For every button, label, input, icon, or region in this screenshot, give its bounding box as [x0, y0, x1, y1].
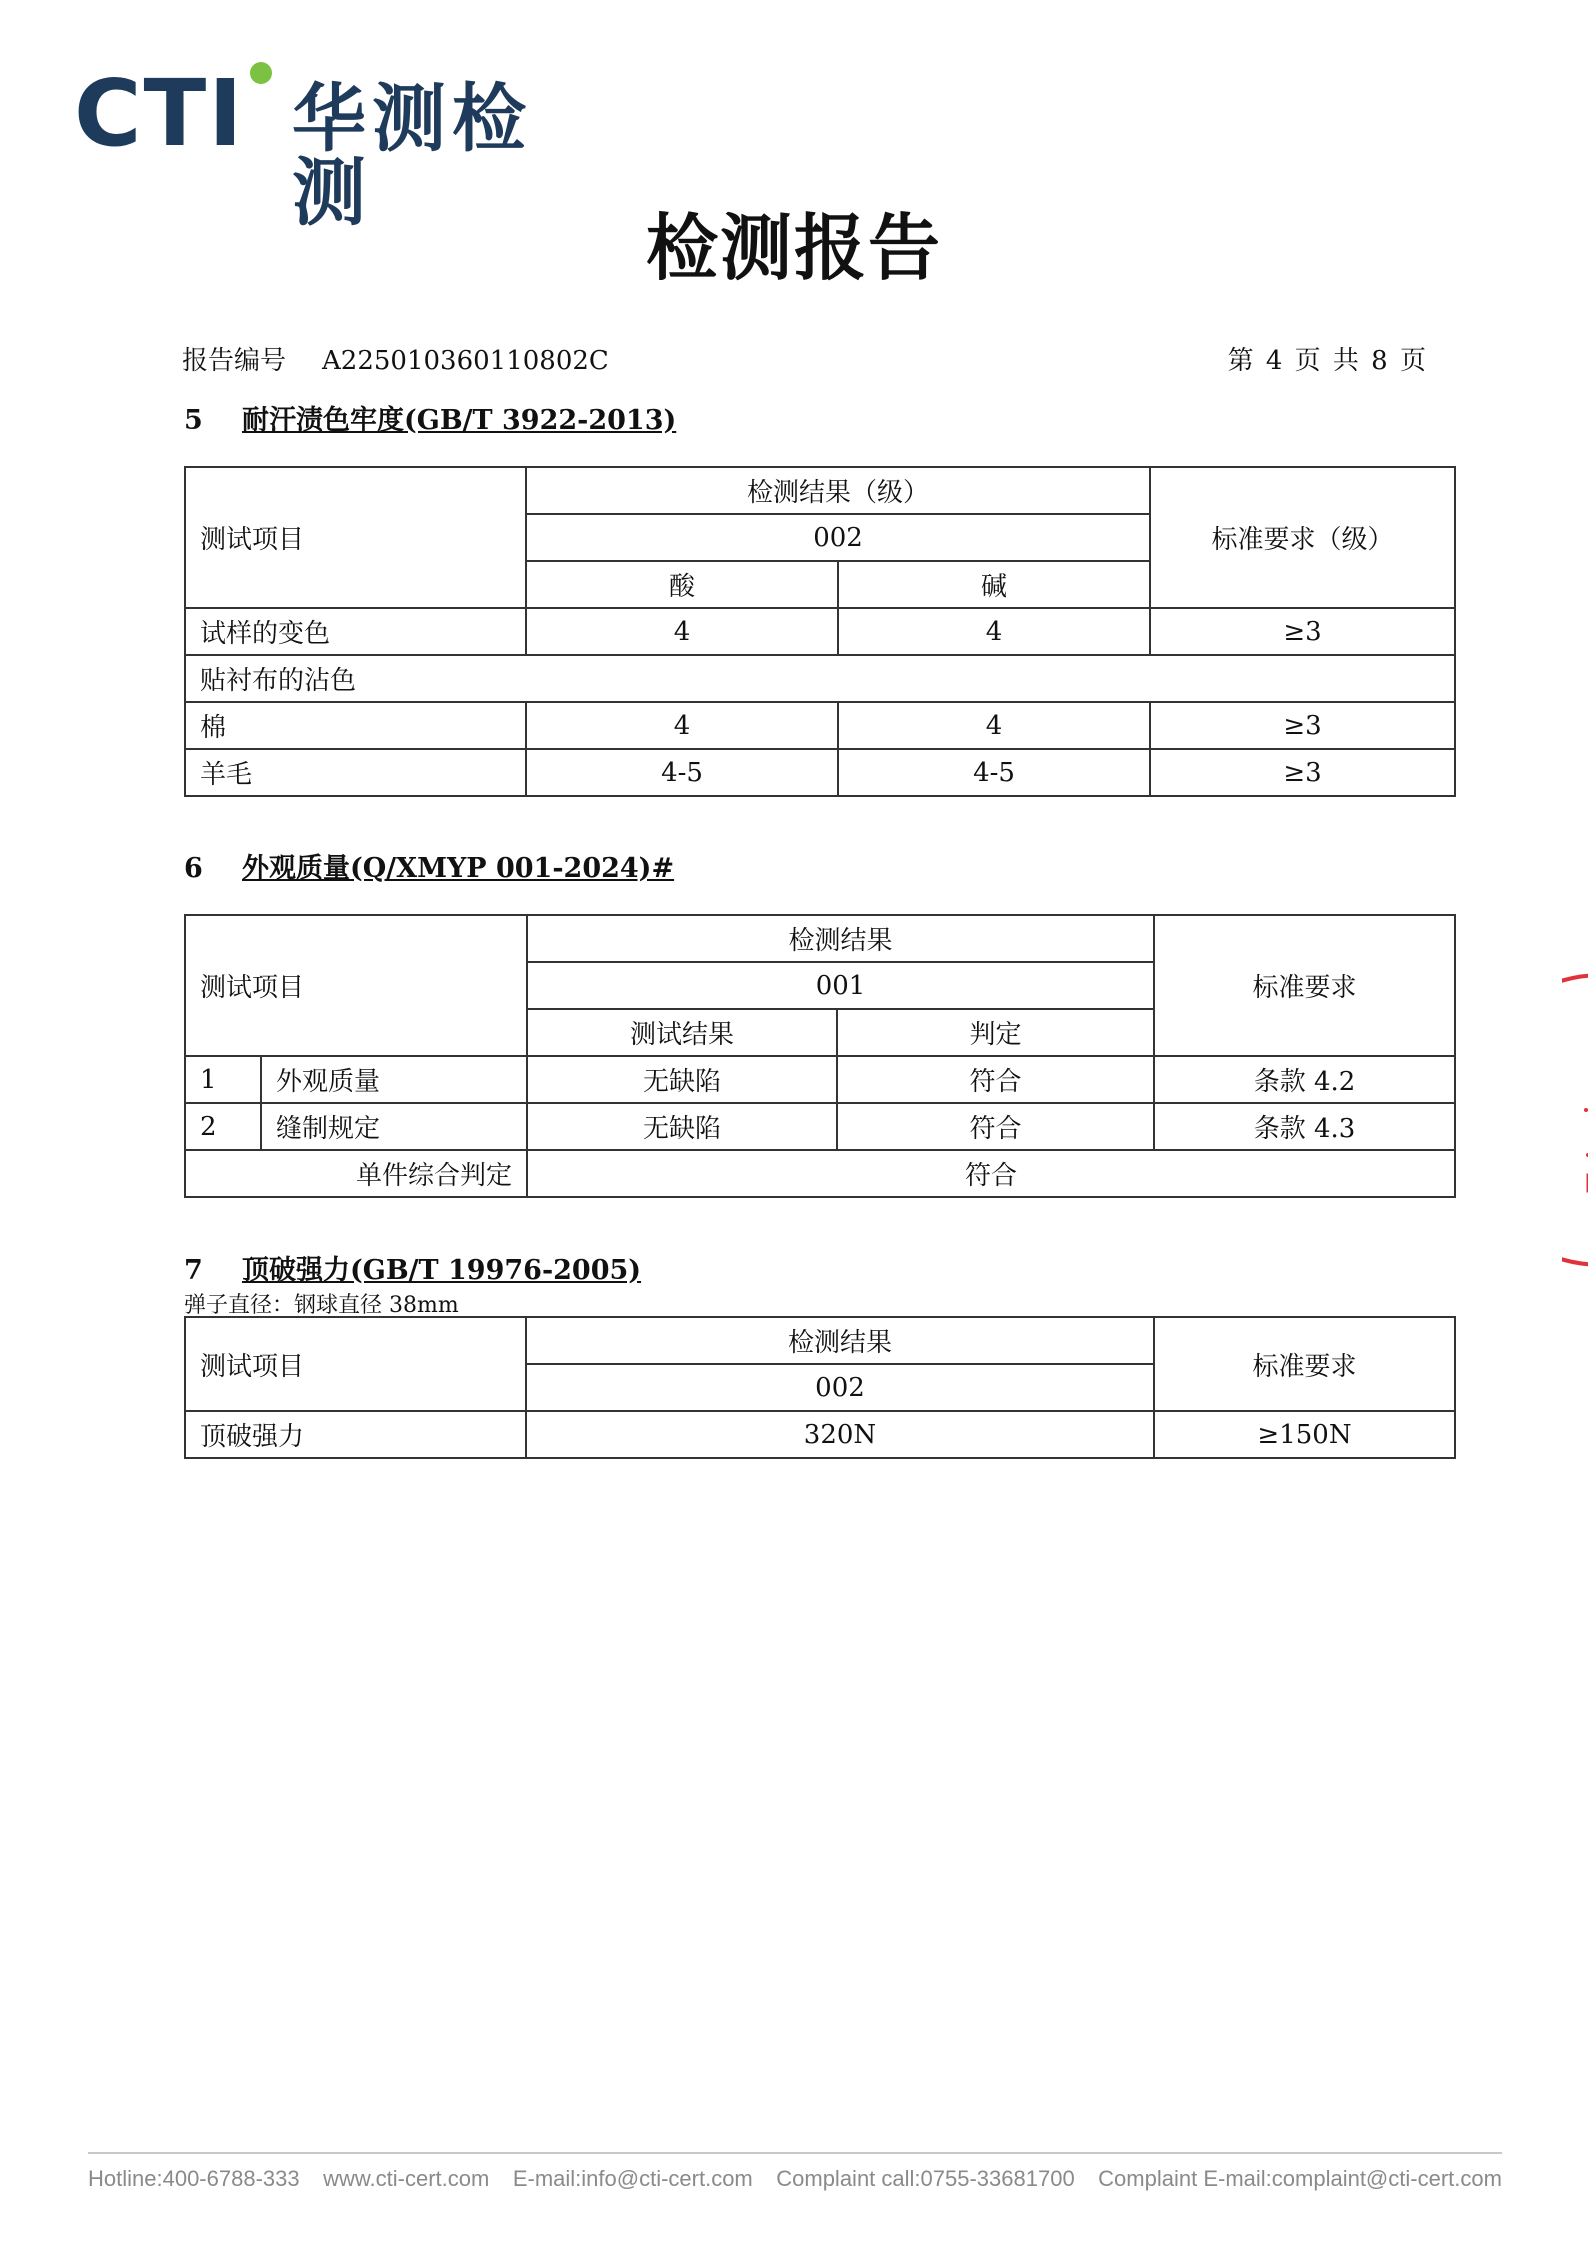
- header-sample-id: 002: [526, 514, 1150, 561]
- footer-complaint-call: Complaint call:0755-33681700: [776, 2166, 1075, 2191]
- acid-value: 4: [526, 608, 838, 655]
- footer: [88, 2166, 1502, 2192]
- footer-website: www.cti-cert.com: [323, 2166, 490, 2191]
- table-row: [185, 1056, 1455, 1103]
- table-header-row: [185, 1317, 1455, 1364]
- section-7-note: 弹子直径：钢球直径 38mm: [184, 1293, 459, 1318]
- overall-judgement-value: 符合: [527, 1150, 1455, 1197]
- footer-complaint-email: Complaint E-mail:complaint@cti-cert.com: [1098, 2166, 1502, 2191]
- header-test-result: 检测结果: [527, 915, 1154, 962]
- judgement-value: 符合: [837, 1056, 1154, 1103]
- logo-dot-icon: [250, 62, 272, 84]
- page-indicator: 第 4 页 共 8 页: [1227, 346, 1428, 376]
- alkali-value: 4-5: [838, 749, 1150, 796]
- logo-cn-name: 华测检测: [292, 76, 532, 236]
- report-number-label: 报告编号: [182, 346, 287, 376]
- result-value: 无缺陷: [527, 1056, 837, 1103]
- section-number: 7: [184, 1255, 203, 1286]
- section-title: 顶破强力(GB/T 19976-2005): [242, 1255, 642, 1286]
- section-5-heading: [184, 398, 676, 437]
- row-number: 2: [185, 1103, 261, 1150]
- table-row: [185, 1411, 1455, 1458]
- header-judgement: 判定: [837, 1009, 1154, 1056]
- row-name: 试样的变色: [185, 608, 526, 655]
- header-standard: 标准要求: [1154, 915, 1455, 1056]
- section-title: 外观质量(Q/XMYP 001-2024)#: [242, 853, 675, 884]
- row-name: 棉: [185, 702, 526, 749]
- header-sample-id: 002: [526, 1364, 1154, 1411]
- logo-brand: CTI: [74, 60, 245, 167]
- header-test-result: 检测结果（级）: [526, 467, 1150, 514]
- table-header-row: [185, 915, 1455, 962]
- result-value: 无缺陷: [527, 1103, 837, 1150]
- header-test-item: 测试项目: [185, 467, 526, 608]
- footer-email: E-mail:info@cti-cert.com: [512, 2166, 753, 2191]
- standard-value: ≥3: [1150, 702, 1455, 749]
- section-number: 5: [184, 405, 203, 436]
- overall-judgement-label: 单件综合判定: [185, 1150, 527, 1197]
- table-row: [185, 1103, 1455, 1150]
- perspiration-fastness-table: [184, 466, 1456, 797]
- row-name: 顶破强力: [185, 1411, 526, 1458]
- cti-logo: [74, 60, 594, 236]
- report-number-value: A225010360110802C: [322, 346, 609, 376]
- section-number: 6: [184, 853, 203, 884]
- row-group-label: 贴衬布的沾色: [185, 655, 1455, 702]
- header-sample-id: 001: [527, 962, 1154, 1009]
- standard-value: 条款 4.2: [1154, 1056, 1455, 1103]
- standard-value: ≥150N: [1154, 1411, 1455, 1458]
- header-test-result: 检测结果: [526, 1317, 1154, 1364]
- table-row: [185, 655, 1455, 702]
- section-6-heading: [184, 846, 674, 885]
- header-acid: 酸: [526, 561, 838, 608]
- section-7-heading: [184, 1248, 641, 1287]
- standard-value: ≥3: [1150, 749, 1455, 796]
- report-number: [182, 340, 609, 377]
- table-row: [185, 702, 1455, 749]
- partial-seal-stamp: [1562, 970, 1588, 1270]
- table-row: [185, 608, 1455, 655]
- result-value: 320N: [526, 1411, 1154, 1458]
- row-number: 1: [185, 1056, 261, 1103]
- footer-hotline: Hotline:400-6788-333: [88, 2166, 300, 2191]
- table-header-row: [185, 467, 1455, 514]
- standard-value: 条款 4.3: [1154, 1103, 1455, 1150]
- alkali-value: 4: [838, 608, 1150, 655]
- acid-value: 4: [526, 702, 838, 749]
- bursting-strength-table: [184, 1316, 1456, 1459]
- header-test-item: 测试项目: [185, 1317, 526, 1411]
- header-standard: 标准要求: [1154, 1317, 1455, 1411]
- appearance-quality-table: [184, 914, 1456, 1198]
- section-title: 耐汗渍色牢度(GB/T 3922-2013): [242, 405, 677, 436]
- header-test-item: 测试项目: [185, 915, 527, 1056]
- table-row: [185, 1150, 1455, 1197]
- acid-value: 4-5: [526, 749, 838, 796]
- judgement-value: 符合: [837, 1103, 1154, 1150]
- standard-value: ≥3: [1150, 608, 1455, 655]
- header-standard: 标准要求（级）: [1150, 467, 1455, 608]
- row-name: 羊毛: [185, 749, 526, 796]
- header-measured: 测试结果: [527, 1009, 837, 1056]
- row-name: 外观质量: [261, 1056, 527, 1103]
- row-name: 缝制规定: [261, 1103, 527, 1150]
- header-alkali: 碱: [838, 561, 1150, 608]
- alkali-value: 4: [838, 702, 1150, 749]
- footer-divider: [88, 2152, 1502, 2154]
- document-title: 检测报告: [645, 205, 942, 290]
- table-row: [185, 749, 1455, 796]
